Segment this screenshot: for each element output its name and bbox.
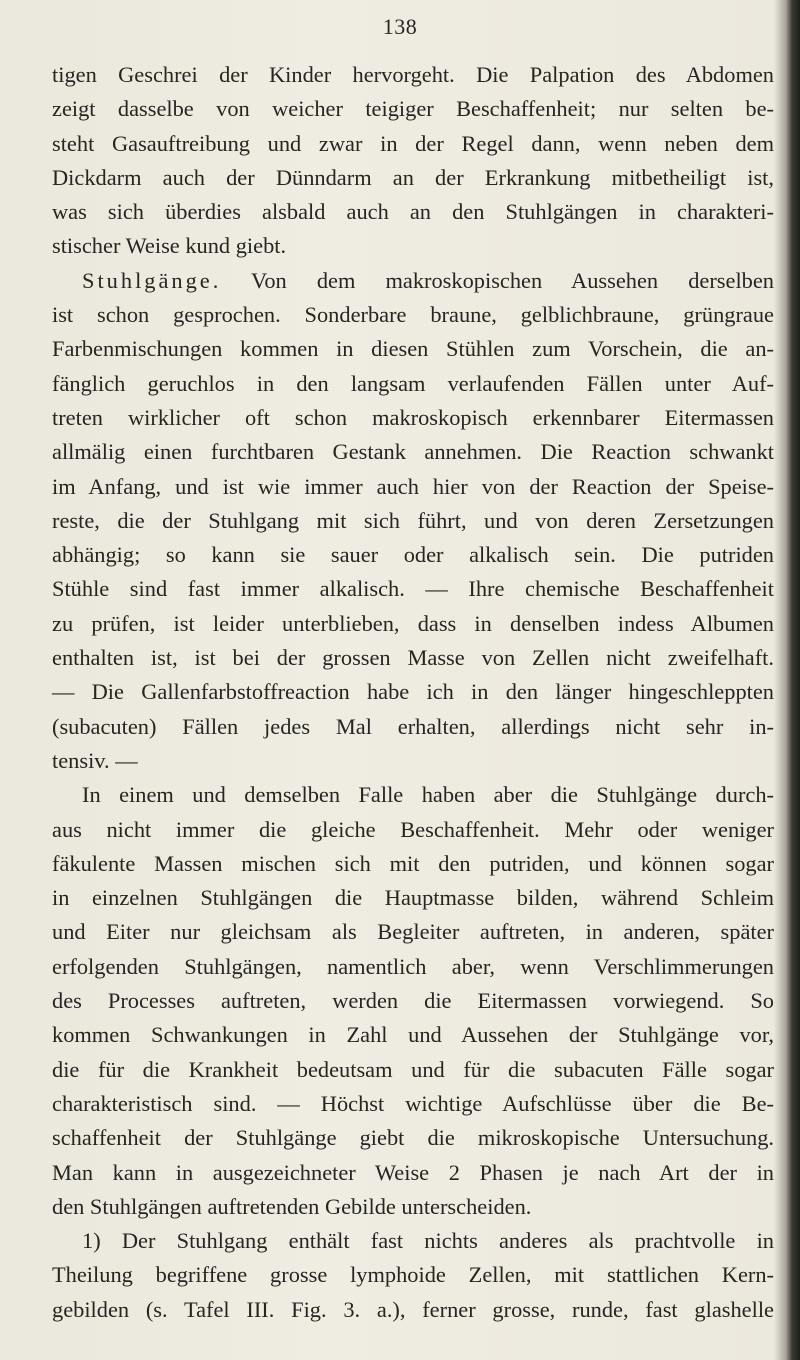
text-line: treten wirklicher oft schon makroskopisch erkennbarer Eitermassen	[52, 404, 774, 430]
page-edge-shadow	[774, 0, 800, 1360]
text-line: fänglich geruchlos in den langsam verlaufenden Fällen unter Auf-	[52, 370, 774, 396]
section-heading: Stuhlgänge.	[82, 267, 222, 293]
text-line: ist schon gesprochen. Sonderbare braune, gelblichbraune, grüngraue	[52, 302, 774, 328]
text-line: kommen Schwankungen in Zahl und Aussehen der Stuhlgänge vor,	[52, 1022, 774, 1048]
text-line: des Processes auftreten, werden die Eitermassen vorwiegend. So	[52, 988, 774, 1014]
text-line: In einem und demselben Falle haben aber die Stuhlgänge durch-	[82, 782, 774, 808]
text-line: und Eiter nur gleichsam als Begleiter auftreten, in anderen, später	[52, 919, 774, 945]
text-line: enthalten ist, ist bei der grossen Masse von Zellen nicht zweifelhaft.	[52, 645, 774, 671]
text-line: abhängig; so kann sie sauer oder alkalisch sein. Die putriden	[52, 542, 774, 568]
text-line: Man kann in ausgezeichneter Weise 2 Phasen je nach Art der in	[52, 1159, 774, 1185]
text-line: tigen Geschrei der Kinder hervorgeht. Die Palpation des Abdomen	[52, 62, 774, 87]
text-line: Dickdarm auch der Dünndarm an der Erkrankung mitbetheiligt ist,	[52, 164, 774, 190]
text-line: die für die Krankheit bedeutsam und für die subacuten Fälle sogar	[52, 1056, 774, 1082]
text-line: 1) Der Stuhlgang enthält fast nichts anderes als prachtvolle in	[82, 1228, 774, 1254]
text-line: Stühle sind fast immer alkalisch. — Ihre chemische Beschaffenheit	[52, 576, 774, 602]
text-line: in einzelnen Stuhlgängen die Hauptmasse bilden, während Schleim	[52, 885, 774, 911]
page-number: 138	[382, 14, 418, 39]
text-line: (subacuten) Fällen jedes Mal erhalten, allerdings nicht sehr in-	[52, 713, 774, 739]
text-line: den Stuhlgängen auftretenden Gebilde unterscheiden.	[52, 1193, 532, 1219]
text-line: aus nicht immer die gleiche Beschaffenheit. Mehr oder weniger	[52, 816, 774, 842]
text-line: zeigt dasselbe von weicher teigiger Beschaffenheit; nur selten be-	[52, 96, 774, 122]
text-line: zu prüfen, ist leider unterblieben, dass in denselben indess Albumen	[52, 610, 774, 636]
text-line-rest: Von dem makroskopischen Aussehen derselben	[221, 267, 774, 293]
text-line: schaffenheit der Stuhlgänge giebt die mikroskopische Untersuchung.	[52, 1125, 774, 1151]
text-line: reste, die der Stuhlgang mit sich führt, und von deren Zersetzungen	[52, 507, 774, 533]
text-line: im Anfang, und ist wie immer auch hier von der Reaction der Speise-	[52, 473, 774, 499]
text-line: erfolgenden Stuhlgängen, namentlich aber, wenn Verschlimmerungen	[52, 953, 774, 979]
text-line: was sich überdies alsbald auch an den Stuhlgängen in charakteri-	[52, 199, 774, 225]
text-line: steht Gasauftreibung und zwar in der Regel dann, wenn neben dem	[52, 130, 774, 156]
text-line: allmälig einen furchtbaren Gestank annehmen. Die Reaction schwankt	[52, 439, 774, 465]
text-line: tensiv. —	[52, 747, 138, 773]
text-line: charakteristisch sind. — Höchst wichtige Aufschlüsse über die Be-	[52, 1090, 774, 1116]
text-line: — Die Gallenfarbstoffreaction habe ich in den länger hingeschleppten	[52, 679, 774, 705]
text-line: Theilung begriffene grosse lymphoide Zellen, mit stattlichen Kern-	[52, 1262, 774, 1288]
text-line	[52, 264, 774, 298]
text-line: gebilden (s. Tafel III. Fig. 3. a.), ferner grosse, runde, fast glashelle	[52, 1296, 774, 1322]
text-line: Farbenmischungen kommen in diesen Stühlen zum Vorschein, die an-	[52, 336, 774, 362]
body-text	[52, 58, 774, 1327]
text-line: stischer Weise kund giebt.	[52, 233, 287, 259]
text-line: fäkulente Massen mischen sich mit den putriden, und können sogar	[52, 850, 774, 876]
